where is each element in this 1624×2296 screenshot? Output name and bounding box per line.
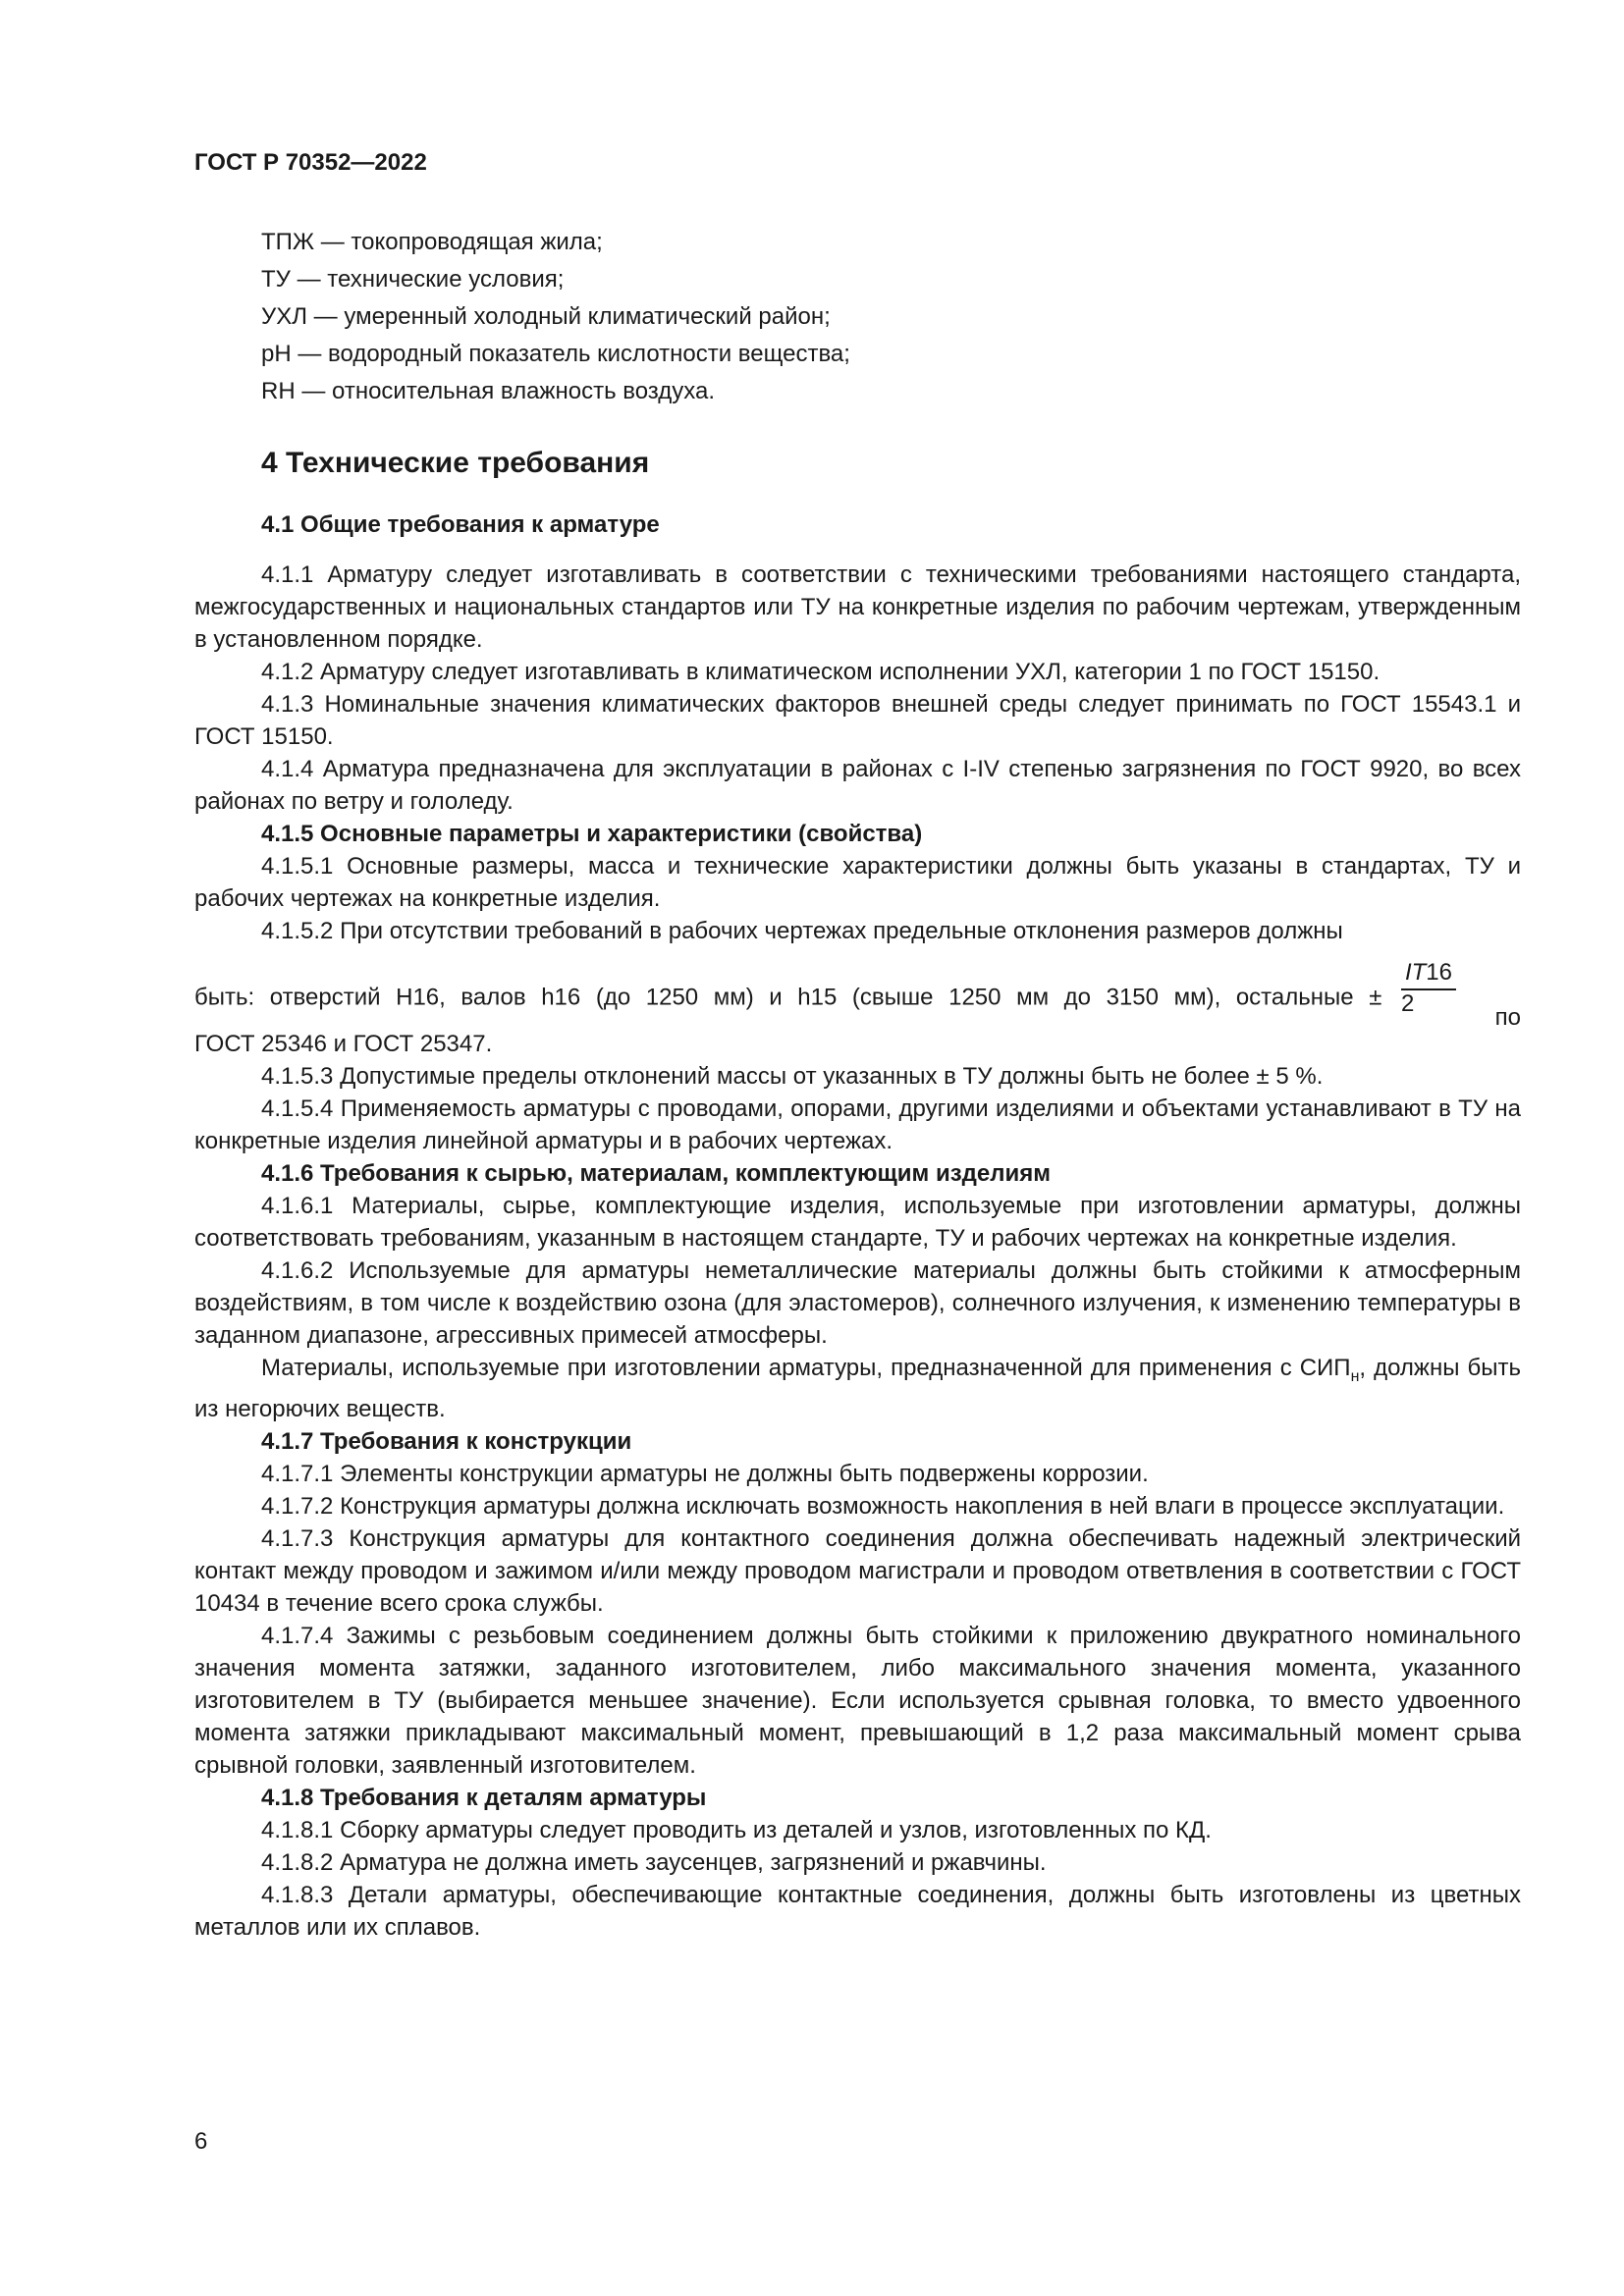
fraction-numerator-it: IT xyxy=(1404,959,1427,986)
paragraph-materials xyxy=(194,1352,1521,1425)
section-body xyxy=(194,444,1521,1944)
paragraph-4-1-2: 4.1.2 Арматуру следует изготавливать в климатическом исполнении УХЛ, категории 1 по ГОСТ 15150. xyxy=(261,659,1380,685)
fraction-numerator-16: 16 xyxy=(1426,959,1452,986)
sip-subscript: н xyxy=(1350,1368,1360,1385)
fraction-numerator xyxy=(1401,959,1456,990)
paragraph-4-1-5-2-formula-line xyxy=(194,947,1521,1031)
abbreviation-item: pH — водородный показатель кислотности вещества; xyxy=(261,341,850,367)
formula-line-trailing-word: по xyxy=(1494,1004,1521,1031)
paragraph-4-1-5-2-last-line: ГОСТ 25346 и ГОСТ 25347. xyxy=(194,1031,493,1057)
paragraph-4-1-1: 4.1.1 Арматуру следует изготавливать в соответствии с техническими требованиями настоящего стандарта, межгосударственных и национальных стандартов или ТУ на конкретные изделия по рабочим чертежам, утвержденным в установленном порядке. xyxy=(194,561,1521,653)
abbreviation-item: RH — относительная влажность воздуха. xyxy=(261,378,716,404)
paragraph-4-1-8-1: 4.1.8.1 Сборку арматуры следует проводить из деталей и узлов, изготовленных по КД. xyxy=(261,1817,1212,1843)
abbreviation-list xyxy=(194,224,1520,410)
paragraph-4-1-6-1: 4.1.6.1 Материалы, сырье, комплектующие изделия, используемые при изготовлении арматуры, должны соответствовать требованиям, указанным в настоящем стандарте, ТУ и рабочих чертежах на конкретные изделия. xyxy=(194,1193,1521,1252)
heading-4-1-8: 4.1.8 Требования к деталям арматуры xyxy=(261,1785,707,1811)
abbreviation-item: УХЛ — умеренный холодный климатический район; xyxy=(261,303,831,330)
page-number: 6 xyxy=(194,2128,208,2155)
paragraph-4-1-3: 4.1.3 Номинальные значения климатических факторов внешней среды следует принимать по ГОСТ 15543.1 и ГОСТ 15150. xyxy=(194,691,1521,750)
paragraph-4-1-7-3: 4.1.7.3 Конструкция арматуры для контактного соединения должна обеспечивать надежный электрический контакт между проводом и зажимом и/или между проводом магистрали и проводом ответвления в соответствии с ГОСТ 10434 в течение всего срока службы. xyxy=(194,1525,1521,1617)
materials-text-end: , должны быть из негорючих веществ. xyxy=(194,1355,1521,1422)
paragraph-4-1-5-3: 4.1.5.3 Допустимые пределы отклонений массы от указанных в ТУ должны быть не более ± 5 %. xyxy=(261,1063,1324,1090)
heading-4-1-6: 4.1.6 Требования к сырью, материалам, комплектующим изделиям xyxy=(261,1160,1051,1187)
paragraph-4-1-6-2: 4.1.6.2 Используемые для арматуры неметаллические материалы должны быть стойкими к атмосферным воздействиям, в том числе к воздействию озона (для эластомеров), солнечного излучения, к изменению температуры в заданном диапазоне, агрессивных примесей атмосферы. xyxy=(194,1257,1521,1349)
abbreviation-item: ТУ — технические условия; xyxy=(261,266,565,293)
document-code-header: ГОСТ Р 70352—2022 xyxy=(194,149,427,176)
paragraph-4-1-4: 4.1.4 Арматура предназначена для эксплуатации в районах с I-IV степенью загрязнения по ГОСТ 9920, во всех районах по ветру и гололеду. xyxy=(194,756,1521,815)
subsection-title: 4.1 Общие требования к арматуре xyxy=(261,511,660,538)
paragraph-4-1-7-4: 4.1.7.4 Зажимы с резьбовым соединением должны быть стойкими к приложению двукратного номинального значения момента затяжки, заданного изготовителем, либо максимального значения момента, указанного изготовителем в ТУ (выбирается меньшее значение). Если используется срывная головка, то вместо удвоенного момента затяжки прикладывают максимальный момент, превышающий в 1,2 раза максимальный момент срыва срывной головки, заявленный изготовителем. xyxy=(194,1623,1521,1779)
heading-4-1-7: 4.1.7 Требования к конструкции xyxy=(261,1428,632,1455)
paragraph-4-1-5-2-first-line: 4.1.5.2 При отсутствии требований в рабочих чертежах предельные отклонения размеров должны xyxy=(261,918,1343,944)
paragraph-4-1-5-4: 4.1.5.4 Применяемость арматуры с проводами, опорами, другими изделиями и объектами устанавливают в ТУ на конкретные изделия линейной арматуры и в рабочих чертежах. xyxy=(194,1095,1521,1154)
paragraph-4-1-7-2: 4.1.7.2 Конструкция арматуры должна исключать возможность накопления в ней влаги в процессе эксплуатации. xyxy=(261,1493,1505,1520)
paragraph-4-1-7-1: 4.1.7.1 Элементы конструкции арматуры не должны быть подвержены коррозии. xyxy=(261,1461,1149,1487)
fraction-it16-over-2 xyxy=(1401,959,1456,1018)
paragraph-4-1-8-3: 4.1.8.3 Детали арматуры, обеспечивающие контактные соединения, должны быть изготовлены из цветных металлов или их сплавов. xyxy=(194,1882,1521,1941)
heading-4-1-5: 4.1.5 Основные параметры и характеристики (свойства) xyxy=(261,821,923,847)
paragraph-4-1-8-2: 4.1.8.2 Арматура не должна иметь заусенцев, загрязнений и ржавчины. xyxy=(261,1849,1047,1876)
formula-line-text: быть: отверстий Н16, валов h16 (до 1250 мм) и h15 (свыше 1250 мм до 3150 мм), остальные ± xyxy=(194,984,1382,1011)
paragraph-4-1-5-1: 4.1.5.1 Основные размеры, масса и технические характеристики должны быть указаны в стандартах, ТУ и рабочих чертежах на конкретные изделия. xyxy=(194,853,1521,912)
materials-text-start: Материалы, используемые при изготовлении арматуры, предназначенной для применения с СИП xyxy=(261,1355,1351,1381)
abbreviation-item: ТПЖ — токопроводящая жила; xyxy=(261,229,603,255)
fraction-denominator: 2 xyxy=(1400,990,1415,1017)
section-title: 4 Технические требования xyxy=(261,447,650,479)
